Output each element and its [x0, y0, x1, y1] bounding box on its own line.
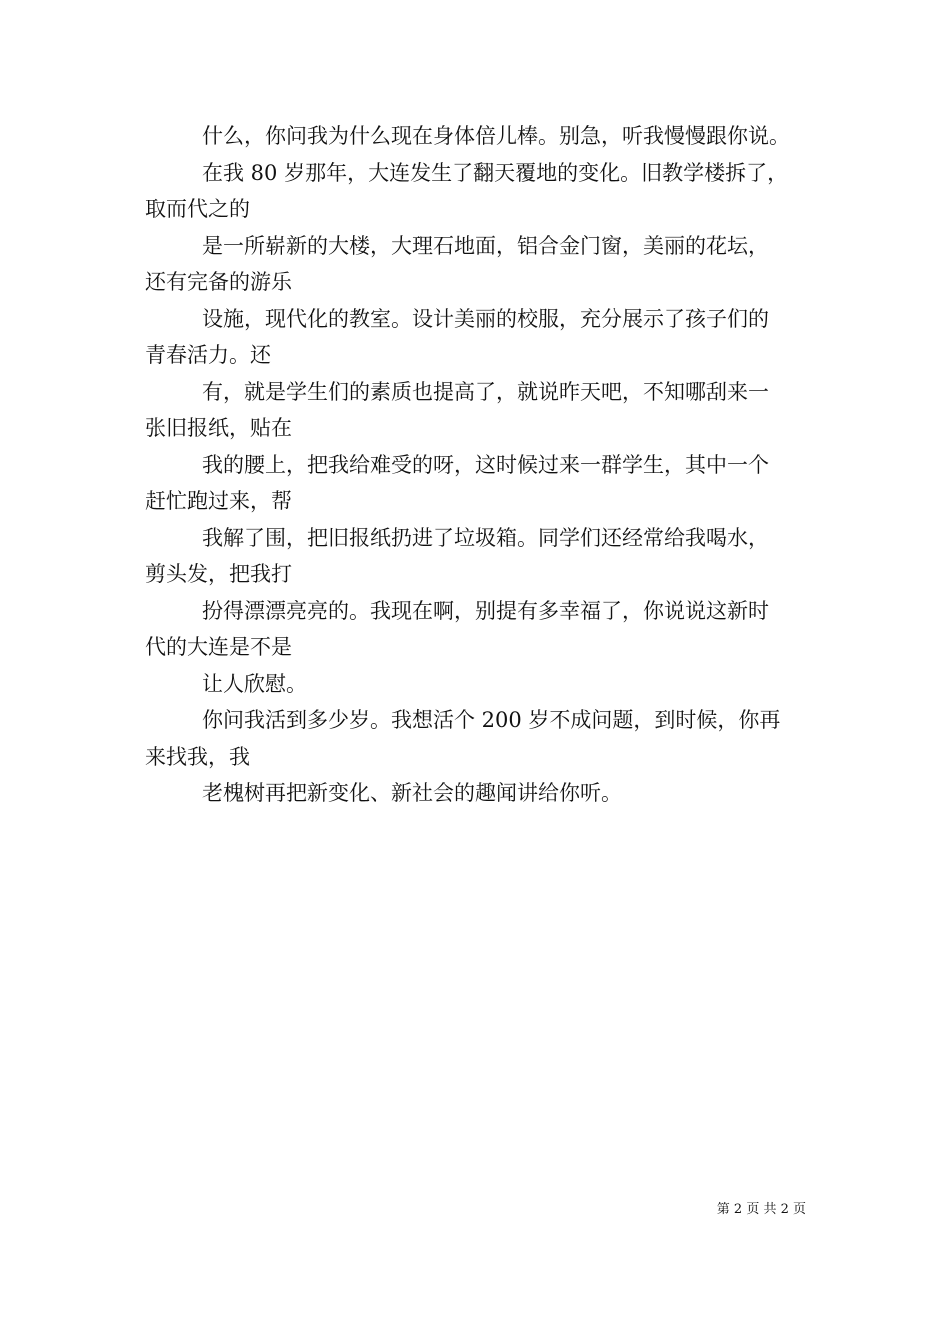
paragraph-line: 有，就是学生们的素质也提高了，就说昨天吧，不知哪刮来一 [202, 379, 769, 404]
paragraph-line: 来找我，我 [145, 744, 250, 769]
paragraph-7 [145, 520, 815, 593]
paragraph-9 [145, 666, 815, 703]
paragraph-line: 张旧报纸，贴在 [145, 416, 292, 440]
page-number: 第 2 页 共 2 页 [716, 1202, 806, 1217]
paragraph-11 [145, 775, 815, 812]
paragraph-line: 你问我活到多少岁。我想活个 200 岁不成问题，到时候，你再 [202, 708, 781, 732]
paragraph-2 [145, 155, 815, 228]
paragraph-line: 还有完备的游乐 [145, 270, 292, 294]
paragraph-6 [145, 447, 815, 520]
paragraph-line: 在我 80 岁那年，大连发生了翻天覆地的变化。旧教学楼拆了， [202, 160, 789, 185]
paragraph-line: 什么，你问我为什么现在身体倍儿棒。别急，听我慢慢跟你说。 [202, 124, 790, 148]
paragraph-line: 取而代之的 [145, 197, 250, 221]
paragraph-8 [145, 593, 815, 666]
paragraph-10 [145, 702, 815, 775]
paragraph-3 [145, 228, 815, 301]
paragraph-line: 代的大连是不是 [145, 635, 292, 659]
paragraph-4 [145, 301, 815, 374]
paragraph-line: 剪头发，把我打 [145, 562, 292, 586]
paragraph-5 [145, 374, 815, 447]
paragraph-line: 我的腰上，把我给难受的呀，这时候过来一群学生，其中一个 [202, 452, 769, 477]
paragraph-line: 老槐树再把新变化、新社会的趣闻讲给你听。 [202, 781, 622, 805]
paragraph-line: 让人欣慰。 [202, 671, 307, 696]
paragraph-line: 我解了围，把旧报纸扔进了垃圾箱。同学们还经常给我喝水， [202, 525, 769, 550]
paragraph-line: 设施，现代化的教室。设计美丽的校服，充分展示了孩子们的 [202, 306, 769, 331]
paragraph-line: 扮得漂漂亮亮的。我现在啊，别提有多幸福了，你说说这新时 [202, 598, 769, 623]
paragraph-line: 赶忙跑过来，帮 [145, 489, 292, 513]
body-text [145, 118, 815, 812]
paragraph-1 [145, 118, 815, 155]
paragraph-line: 青春活力。还 [145, 343, 271, 367]
paragraph-line: 是一所崭新的大楼，大理石地面，铝合金门窗，美丽的花坛， [202, 233, 769, 258]
